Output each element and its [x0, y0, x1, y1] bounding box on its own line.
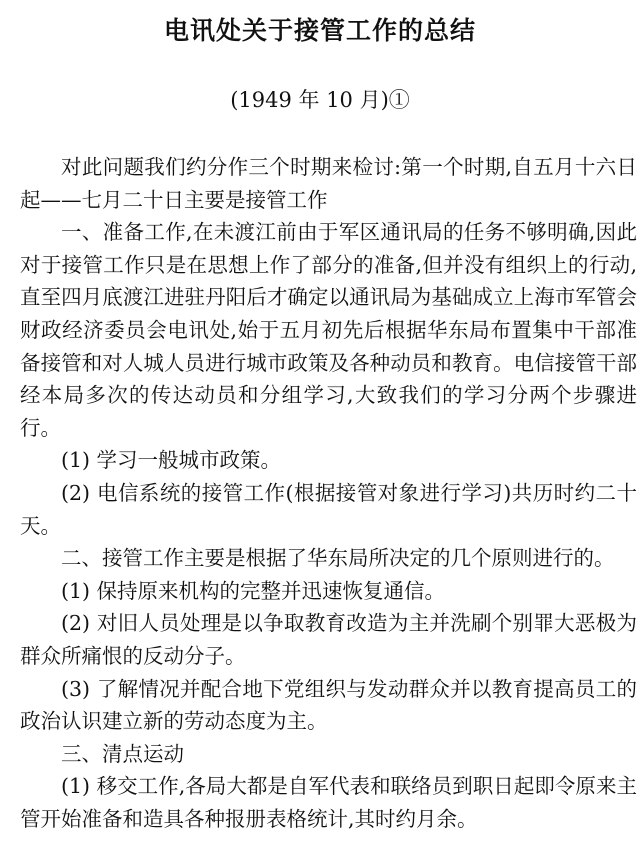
document-body — [20, 151, 637, 835]
paragraph-item: (2) 对旧人员处理是以争取教育改造为主并洗刷个别罪大恶极为群众所痛恨的反动分子。 — [20, 611, 637, 668]
paragraph-item: (1) 保持原来机构的完整并迅速恢复通信。 — [61, 578, 446, 603]
paragraph-section-2: 二、接管工作主要是根据了华东局所决定的几个原则进行的。 — [61, 546, 615, 571]
paragraph-item: (2) 电信系统的接管工作(根据接管对象进行学习)共历时约二十天。 — [20, 480, 637, 538]
paragraph-intro: 对此问题我们约分作三个时期来检讨:第一个时期,自五月十六日起——七月二十日主要是接管工作 — [20, 155, 637, 212]
paragraph-section-3: 三、清点运动 — [61, 741, 184, 766]
paragraph-item: (3) 了解情况并配合地下党组织与发动群众并以教育提高员工的政治认识建立新的劳动态度为主。 — [20, 676, 637, 734]
paragraph-item: (1) 移交工作,各局大都是自军代表和联络员到职日起即令原来主管开始准备和造具各种报册表格统计,其时约月余。 — [20, 774, 637, 831]
paragraph-section-1: 一、准备工作,在未渡江前由于军区通讯局的任务不够明确,因此对于接管工作只是在思想上作了部分的准备,但并没有组织上的行动,直至四月底渡江进驻丹阳后才确定以通讯局为基础成立上海市军管会财政经济委员会电讯处,始于五月初先后根据华东局布置集中干部准备接管和对人城人员进行城市政策及各种动员和教育。电信接管干部经本局多次的传达动员和分组学习,大致我们的学习分两个步骤进行。 — [20, 220, 637, 440]
document-date: (1949 年 10 月)① — [230, 88, 410, 112]
document-title: 电讯处关于接管工作的总结 — [163, 16, 476, 45]
paragraph-item: (1) 学习一般城市政策。 — [61, 448, 282, 473]
